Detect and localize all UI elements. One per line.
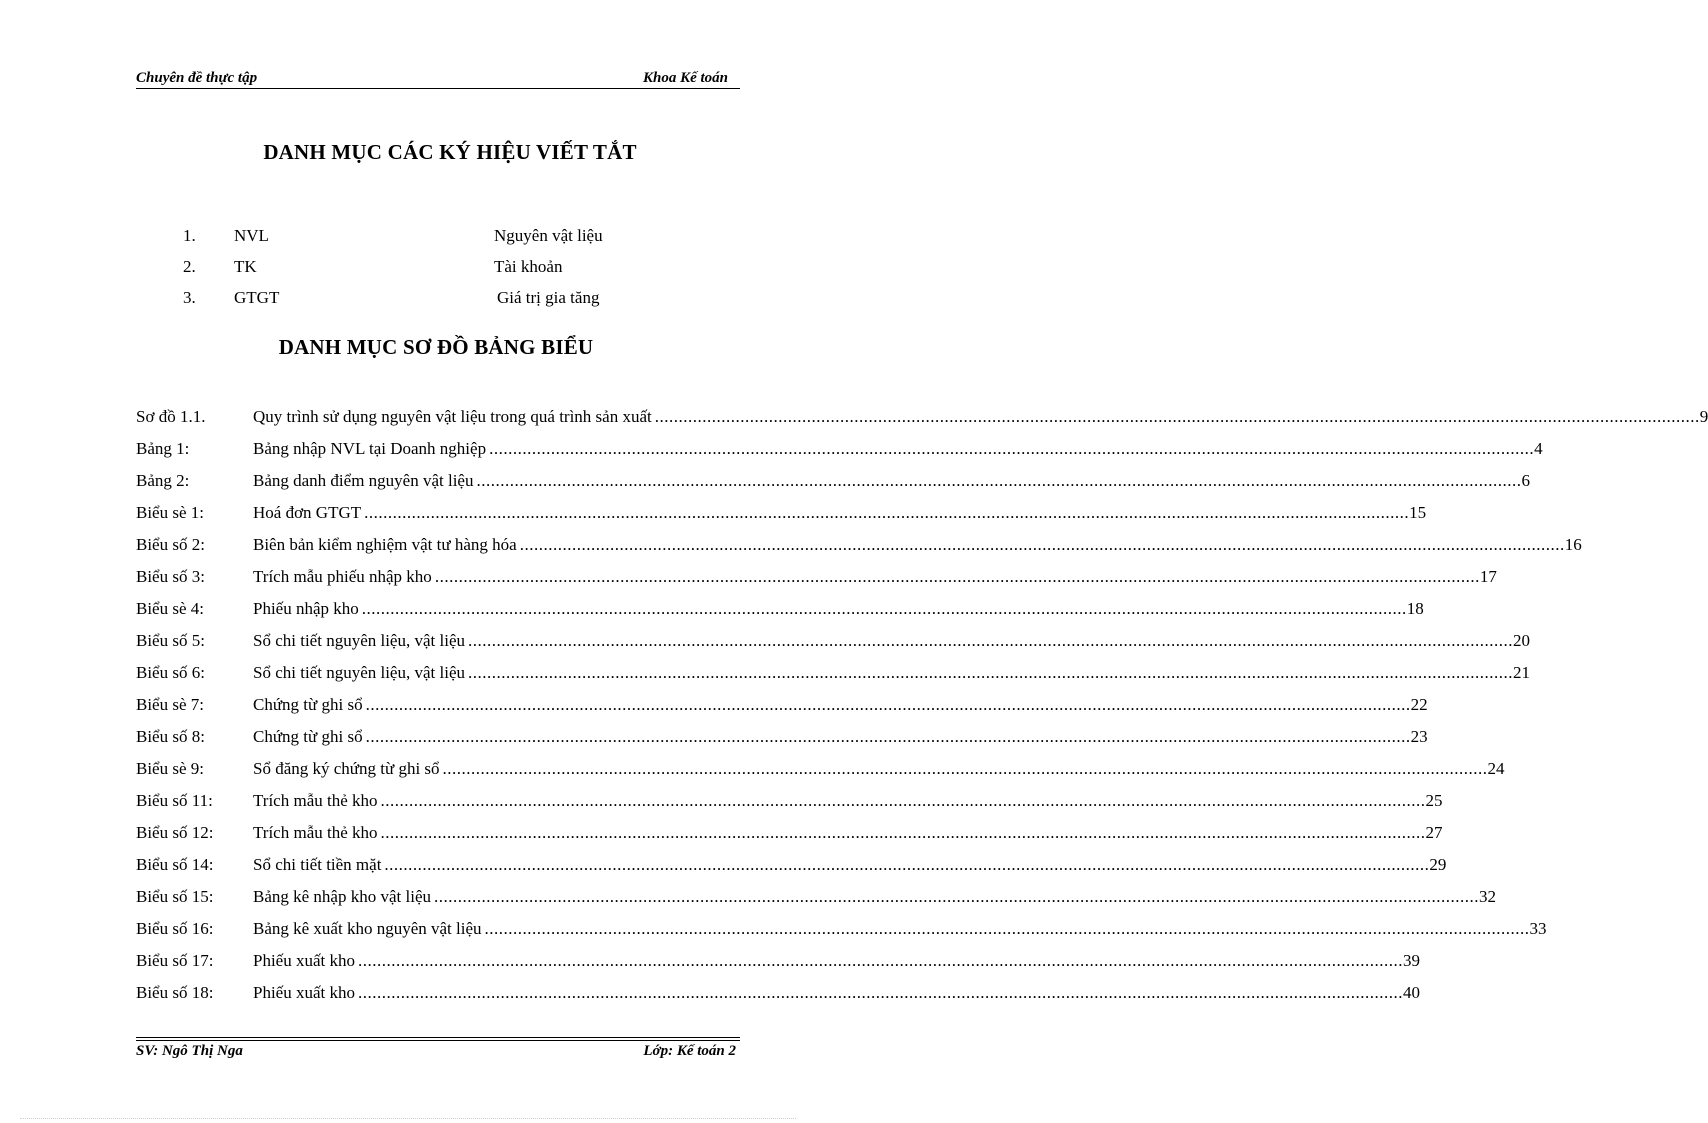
abbreviation-number: 1. (183, 226, 196, 245)
toc-entry-text: Sổ đăng ký chứng từ ghi sổ (253, 759, 440, 778)
abbreviation-code: TK (234, 257, 257, 276)
toc-entry-page: 21 (1513, 663, 1530, 682)
toc-entry-page: 18 (1406, 599, 1424, 618)
toc-entry-line (253, 663, 1530, 683)
toc-entry-text: Phiếu nhập kho (253, 599, 359, 618)
abbreviation-meaning: Giá trị gia tăng (497, 288, 600, 307)
toc-dot-leader: ............................................................................................................................................................................................................................ (484, 919, 1530, 938)
toc-entry-text: Hoá đơn GTGT (253, 503, 362, 522)
toc-entry-page: 32 (1479, 887, 1496, 906)
toc-entry-line (253, 695, 1428, 715)
toc-entry (136, 823, 1443, 847)
footer-student-name: SV: Ngô Thị Nga (136, 1043, 243, 1059)
toc-entry (136, 535, 1582, 559)
toc-entry-page: 23 (1410, 727, 1428, 746)
toc-entry-label: Sơ đồ 1.1. (136, 407, 206, 426)
toc-dot-leader: ............................................................................................................................................................................................................................ (384, 855, 1430, 874)
toc-entry-line (253, 983, 1420, 1003)
abbreviation-row (0, 226, 816, 252)
header-right-text: Khoa Kế toán (642, 70, 728, 86)
toc-dot-leader: ............................................................................................................................................................................................................................ (434, 887, 1479, 906)
toc-entry-text: Sổ chi tiết nguyên liệu, vật liệu (253, 631, 465, 650)
toc-entry-line (253, 887, 1496, 907)
toc-entry-line (253, 919, 1547, 939)
toc-entry-label: Biểu số 5: (136, 631, 205, 650)
toc-entry-line (253, 503, 1427, 523)
toc-entry-label: Biểu số 6: (136, 663, 205, 682)
toc-entry-label: Biểu số 16: (136, 919, 214, 938)
toc-entry (136, 567, 1497, 591)
toc-dot-leader: ............................................................................................................................................................................................................................ (364, 503, 1410, 522)
toc-entry-line (253, 759, 1505, 779)
toc-entry-text: Bảng danh điểm nguyên vật liệu (253, 471, 474, 490)
toc-entry-line (253, 535, 1582, 555)
footer-divider-thin (136, 1040, 740, 1041)
page-header (136, 68, 740, 90)
toc-entry-text: Sổ chi tiết nguyên liệu, vật liệu (253, 663, 465, 682)
toc-entry-text: Biên bản kiểm nghiệm vật tư hàng hóa (253, 535, 517, 554)
header-divider (136, 88, 740, 89)
toc-entry-page: 6 (1521, 471, 1530, 490)
toc-entry-line (253, 567, 1497, 587)
toc-dot-leader: ............................................................................................................................................................................................................................ (519, 535, 1565, 554)
toc-entry-page: 17 (1479, 567, 1497, 586)
toc-entry (136, 471, 1530, 495)
toc-entry-line (253, 471, 1530, 491)
toc-entry (136, 599, 1424, 623)
toc-entry-page: 40 (1403, 983, 1420, 1002)
toc-entry-line (253, 855, 1447, 875)
abbreviation-code: NVL (234, 226, 269, 245)
toc-entry-text: Phiếu xuất kho (253, 983, 355, 1002)
toc-entry (136, 695, 1428, 719)
footer-class-name: Lớp: Kế toán 2 (643, 1043, 736, 1059)
abbreviation-meaning: Tài khoản (494, 257, 563, 276)
toc-entry (136, 951, 1420, 975)
toc-dot-leader: ............................................................................................................................................................................................................................ (442, 759, 1488, 778)
toc-entry (136, 663, 1530, 687)
toc-entry-page: 4 (1534, 439, 1543, 458)
abbreviation-code: GTGT (234, 288, 280, 307)
toc-dot-leader: ............................................................................................................................................................................................................................ (365, 695, 1411, 714)
toc-entry-page: 39 (1403, 951, 1420, 970)
toc-entry-label: Biểu số 15: (136, 887, 214, 906)
toc-entry-label: Biểu sè 7: (136, 695, 204, 714)
page-footer (136, 1043, 740, 1065)
header-left-text: Chuyên đề thực tập (136, 70, 258, 86)
toc-dot-leader: ............................................................................................................................................................................................................................ (380, 791, 1426, 810)
toc-entry-label: Biểu sè 9: (136, 759, 204, 778)
toc-entry-text: Trích mẫu phiếu nhập kho (253, 567, 432, 586)
toc-entry-text: Sổ chi tiết tiền mặt (253, 855, 382, 874)
toc-entry (136, 439, 1543, 463)
toc-entry-line (253, 951, 1420, 971)
toc-entry-line (253, 631, 1530, 651)
toc-entry-line (253, 823, 1443, 843)
toc-entry-label: Biểu số 12: (136, 823, 214, 842)
toc-entry (136, 919, 1547, 943)
toc-entry-text: Chứng từ ghi sổ (253, 727, 363, 746)
abbreviation-row (0, 257, 816, 283)
toc-entry-line (253, 727, 1428, 747)
toc-entry-text: Bảng nhập NVL tại Doanh nghiệp (253, 439, 487, 458)
toc-entry (136, 631, 1530, 655)
toc-entry (136, 759, 1505, 783)
toc-entry-page: 22 (1410, 695, 1428, 714)
toc-entry-text: Trích mẫu thẻ kho (253, 823, 378, 842)
toc-entry-text: Phiếu xuất kho (253, 951, 355, 970)
abbreviation-row (0, 288, 816, 314)
toc-entry-label: Bảng 1: (136, 439, 190, 458)
toc-entry-page: 29 (1429, 855, 1447, 874)
toc-entry-label: Biểu số 2: (136, 535, 205, 554)
toc-entry-label: Biểu số 8: (136, 727, 205, 746)
abbreviation-number: 2. (183, 257, 196, 276)
toc-entry (136, 727, 1428, 751)
toc-entry (136, 855, 1447, 879)
toc-entry-label: Biểu sè 1: (136, 503, 204, 522)
toc-entry-label: Biểu số 3: (136, 567, 205, 586)
toc-entry-text: Quy trình sử dụng nguyên vật liệu trong quá trình sản xuất (253, 407, 652, 426)
toc-entry (136, 887, 1496, 911)
toc-entry (136, 503, 1427, 527)
toc-dot-leader: ............................................................................................................................................................................................................................ (654, 407, 1700, 426)
toc-entry-label: Biểu sè 4: (136, 599, 204, 618)
toc-entry-page: 20 (1513, 631, 1530, 650)
toc-entry-page: 16 (1564, 535, 1582, 554)
toc-entry-label: Biểu số 17: (136, 951, 214, 970)
toc-dot-leader: ............................................................................................................................................................................................................................ (361, 599, 1407, 618)
toc-dot-leader: ............................................................................................................................................................................................................................ (365, 727, 1411, 746)
toc-entry-text: Trích mẫu thẻ kho (253, 791, 378, 810)
toc-entry-page: 24 (1487, 759, 1505, 778)
toc-entry-line (253, 599, 1424, 619)
toc-entry-page: 33 (1529, 919, 1547, 938)
toc-entry-page: 9 (1699, 407, 1708, 426)
toc-entry-line (253, 407, 1708, 427)
toc-entry-page: 25 (1425, 791, 1443, 810)
page-bottom-edge (20, 1118, 796, 1119)
toc-dot-leader: ............................................................................................................................................................................................................................ (380, 823, 1426, 842)
abbreviation-number: 3. (183, 288, 196, 307)
toc-entry-line (253, 439, 1543, 459)
toc-entry (136, 791, 1443, 815)
abbreviations-title: DANH MỤC CÁC KÝ HIỆU VIẾT TẮT (263, 140, 637, 164)
toc-entry-text: Bảng kê xuất kho nguyên vật liệu (253, 919, 482, 938)
toc-entry-text: Chứng từ ghi sổ (253, 695, 363, 714)
toc-dot-leader: ............................................................................................................................................................................................................................ (358, 951, 1403, 970)
toc-entry-page: 27 (1425, 823, 1443, 842)
toc-dot-leader: ............................................................................................................................................................................................................................ (489, 439, 1535, 458)
toc-dot-leader: ............................................................................................................................................................................................................................ (476, 471, 1522, 490)
toc-entry-label: Biểu số 14: (136, 855, 214, 874)
toc-entry (136, 407, 1708, 431)
toc-entry-page: 15 (1409, 503, 1427, 522)
toc-dot-leader: ............................................................................................................................................................................................................................ (434, 567, 1480, 586)
toc-title: DANH MỤC SƠ ĐỒ BẢNG BIỂU (278, 335, 594, 359)
toc-entry-label: Biểu số 18: (136, 983, 214, 1002)
toc-dot-leader: ............................................................................................................................................................................................................................ (468, 631, 1513, 650)
toc-dot-leader: ............................................................................................................................................................................................................................ (358, 983, 1403, 1002)
toc-entry-line (253, 791, 1443, 811)
toc-dot-leader: ............................................................................................................................................................................................................................ (468, 663, 1513, 682)
toc-entry-text: Bảng kê nhập kho vật liệu (253, 887, 431, 906)
toc-entry (136, 983, 1420, 1007)
toc-entry-label: Biểu số 11: (136, 791, 213, 810)
footer-divider-thick (136, 1037, 740, 1038)
abbreviation-meaning: Nguyên vật liệu (494, 226, 603, 245)
toc-entry-label: Bảng 2: (136, 471, 190, 490)
